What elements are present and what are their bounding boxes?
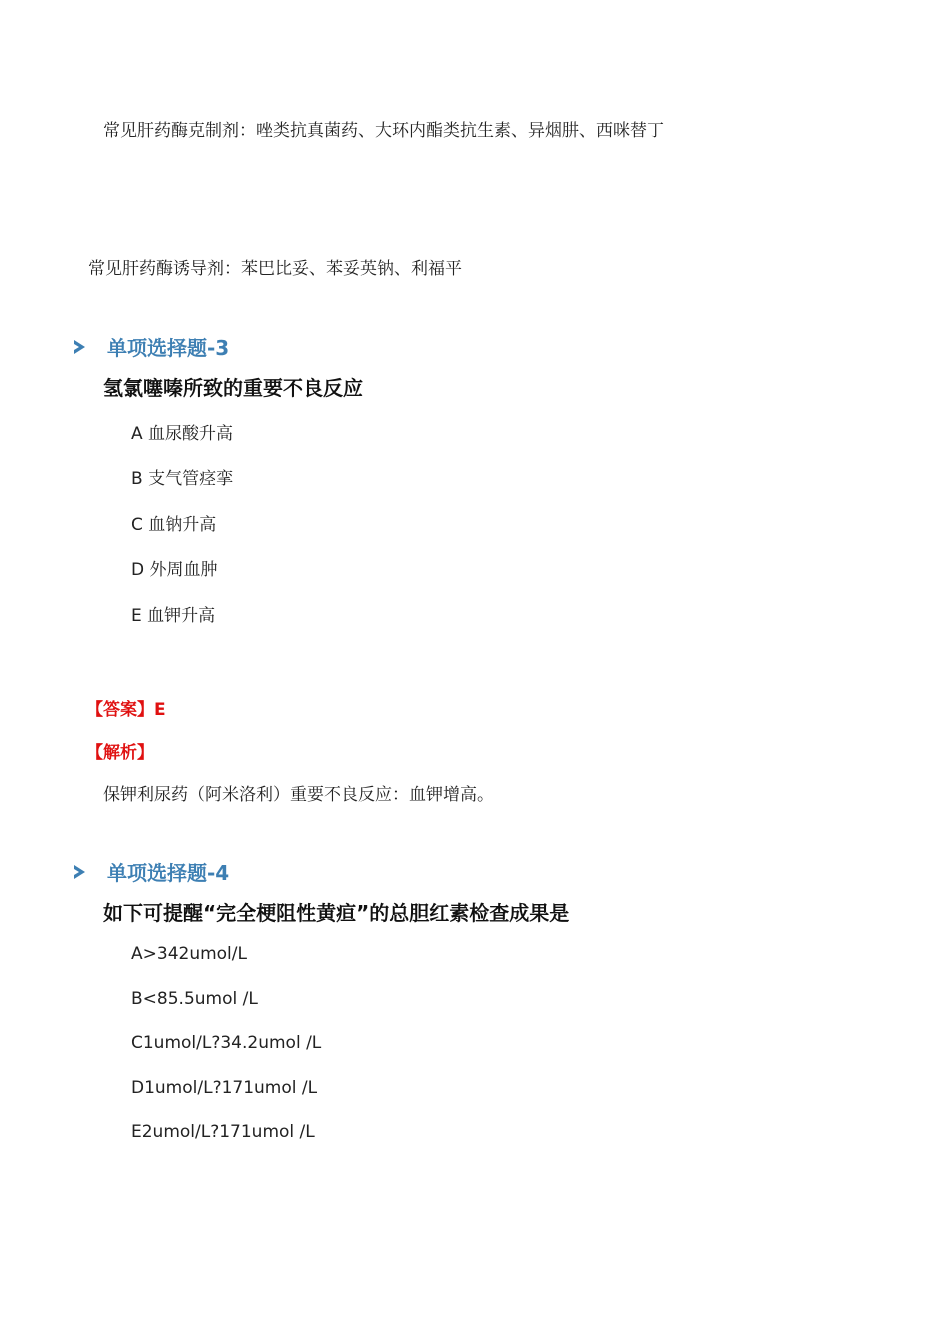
- option-q4-d: D1umol/L?171umol /L: [131, 1078, 318, 1098]
- section-heading-q3: [74, 332, 229, 361]
- analysis-label-q3: 【解析】: [86, 743, 154, 763]
- option-q3-b: B 支气管痉挛: [131, 469, 234, 489]
- answer-label-q3: 【答案】E: [86, 700, 166, 720]
- note-inhibitors: 常见肝药酶克制剂：唑类抗真菌药、大环内酯类抗生素、异烟肼、西咪替丁: [103, 121, 664, 141]
- option-q4-b: B<85.5umol /L: [131, 989, 258, 1009]
- option-q3-d: D 外周血肿: [131, 560, 218, 580]
- option-q3-e: E 血钾升高: [131, 606, 216, 626]
- arrow-bullet-icon: [74, 340, 85, 354]
- option-q4-a: A>342umol/L: [131, 944, 247, 964]
- option-q4-e: E2umol/L?171umol /L: [131, 1122, 315, 1142]
- option-q3-c: C 血钠升高: [131, 515, 217, 535]
- section-heading-q3-label: 单项选择题-3: [107, 336, 230, 360]
- note-inducers: 常见肝药酶诱导剂：苯巴比妥、苯妥英钠、利福平: [88, 259, 462, 279]
- section-heading-q4-label: 单项选择题-4: [107, 861, 230, 885]
- analysis-text-q3: 保钾利尿药（阿米洛利）重要不良反应：血钾增高。: [103, 785, 494, 805]
- arrow-bullet-icon: [74, 865, 85, 879]
- section-heading-q4: [74, 857, 229, 886]
- option-q3-a: A 血尿酸升高: [131, 424, 234, 444]
- question-q3: 氢氯噻嗪所致的重要不良反应: [103, 376, 363, 400]
- option-q4-c: C1umol/L?34.2umol /L: [131, 1033, 322, 1053]
- question-q4: 如下可提醒“完全梗阻性黄疸”的总胆红素检查成果是: [103, 901, 570, 925]
